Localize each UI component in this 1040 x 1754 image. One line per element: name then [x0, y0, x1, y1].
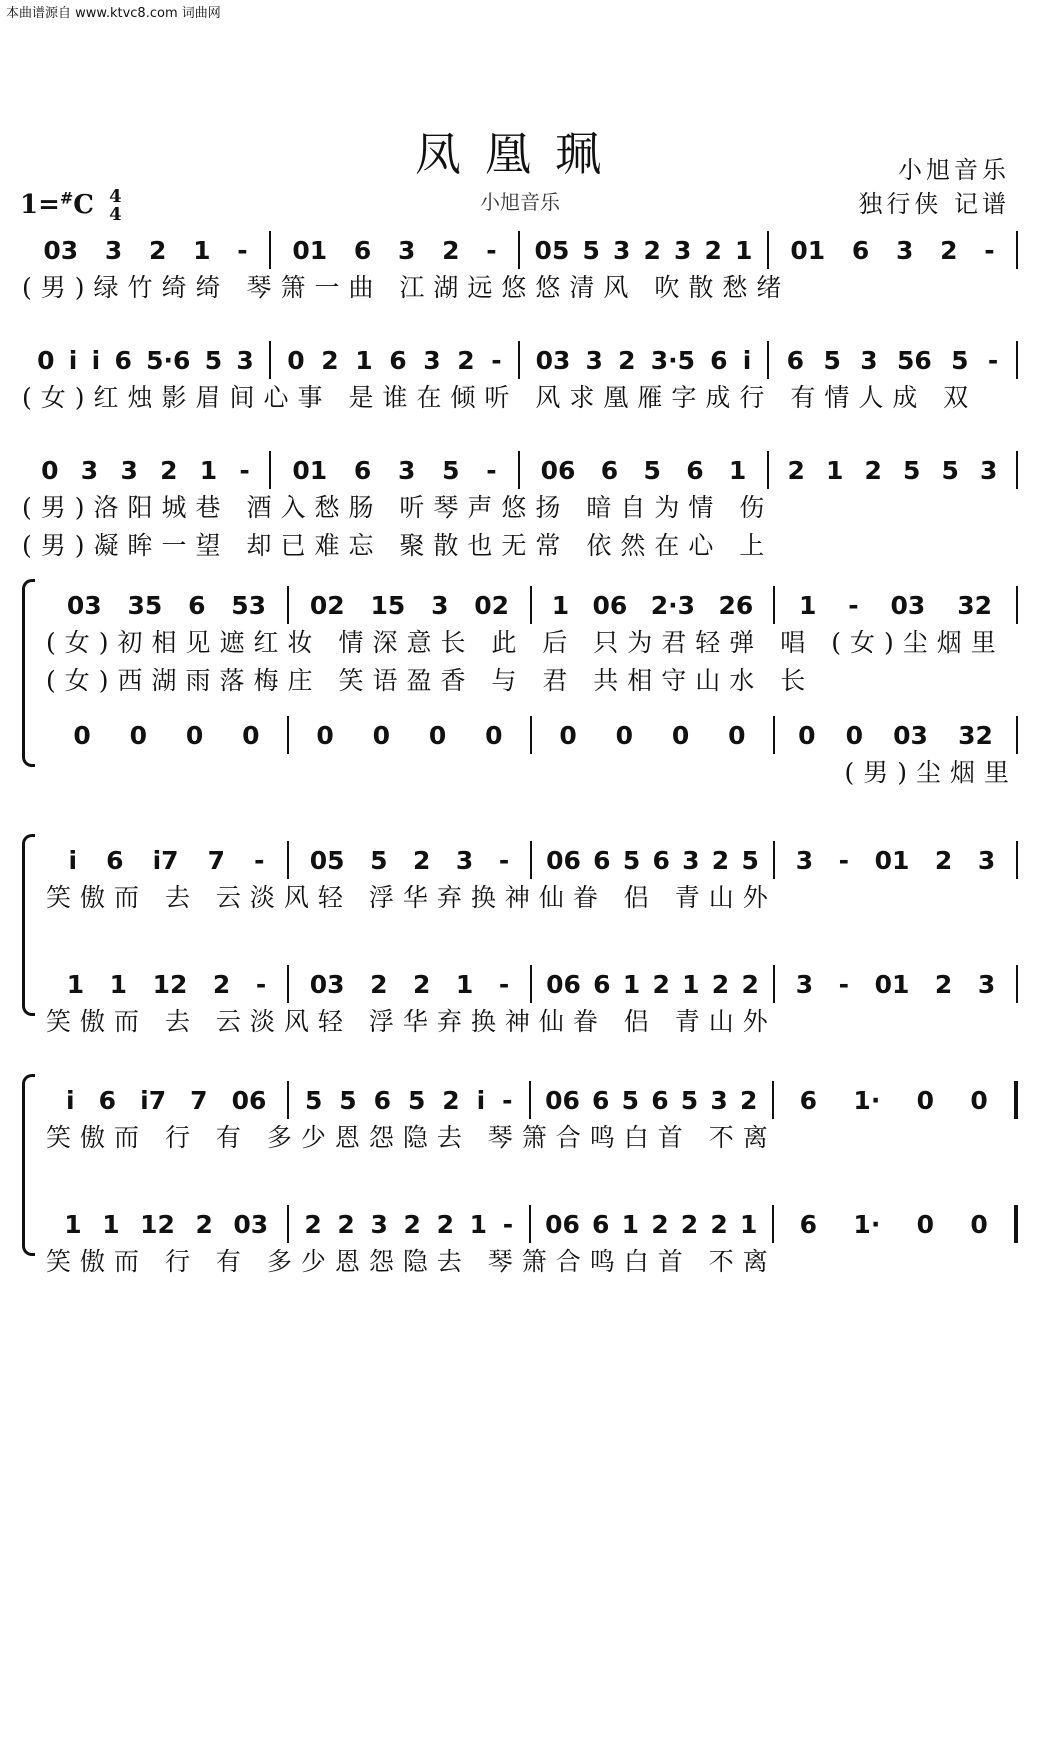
note: 1	[109, 969, 128, 999]
measure	[46, 1204, 287, 1244]
note: 3	[585, 345, 603, 375]
note: 5	[951, 345, 969, 375]
note: 32	[957, 590, 992, 620]
note: 06	[545, 1085, 580, 1115]
note: 2	[436, 1209, 454, 1239]
note: 3	[612, 235, 631, 265]
note: 1	[199, 455, 218, 485]
note: 5	[643, 455, 661, 485]
note: 5	[741, 845, 759, 875]
lyric-line: (男)洛阳城巷 酒入愁肠 听琴声悠扬 暗自为情 伤	[22, 493, 774, 522]
note: 05	[534, 235, 570, 265]
measure	[532, 585, 773, 625]
note: 6	[651, 1085, 669, 1115]
note: 1	[355, 345, 373, 375]
note: 06	[231, 1085, 267, 1115]
note: 02	[474, 590, 510, 620]
measure	[46, 840, 287, 880]
note: 1	[102, 1209, 120, 1239]
measure	[774, 1204, 1015, 1244]
measure	[289, 715, 530, 755]
note: 01	[292, 235, 328, 265]
note: 3	[896, 235, 914, 265]
note: 3	[370, 1209, 388, 1239]
note: 5	[370, 845, 388, 875]
note: 2	[195, 1209, 213, 1239]
note: 3	[674, 235, 692, 265]
note: 6	[686, 455, 704, 485]
note: 0	[970, 1085, 988, 1115]
watermark-text: 本曲谱源自 www.ktvc8.com 词曲网	[6, 6, 221, 21]
note: 1	[621, 1209, 640, 1239]
note: 2	[457, 345, 475, 375]
note: 1	[469, 1209, 488, 1239]
note: 0	[671, 720, 690, 750]
note: 5	[621, 1085, 640, 1115]
note: 0	[287, 345, 305, 375]
measure	[769, 450, 1016, 490]
notes-line	[46, 840, 1018, 880]
note: 5·6	[146, 345, 191, 375]
lower-notes-line	[46, 964, 1018, 1004]
note: 6	[389, 345, 407, 375]
note: 6	[652, 845, 670, 875]
note: 0	[372, 720, 391, 750]
note: 2	[370, 969, 388, 999]
note: 6	[98, 1085, 117, 1115]
note: 5	[339, 1085, 357, 1115]
note: i7	[140, 1085, 167, 1115]
note: 0	[728, 720, 746, 750]
note: 12	[152, 969, 188, 999]
note: 3	[455, 845, 474, 875]
note: 1	[455, 969, 474, 999]
measure	[289, 840, 530, 880]
note: 2	[711, 969, 730, 999]
note: 1·	[853, 1209, 881, 1239]
note: 0	[242, 720, 260, 750]
note: 06	[592, 590, 628, 620]
measure	[289, 585, 530, 625]
time-bottom: 4	[109, 204, 122, 225]
note: 2	[212, 969, 231, 999]
note: 3	[236, 345, 254, 375]
note: 2	[412, 969, 431, 999]
note: 15	[370, 590, 406, 620]
bar-line	[1016, 716, 1018, 754]
note: 3	[398, 455, 416, 485]
measure	[520, 340, 767, 380]
note: 6	[114, 345, 132, 375]
note: 5	[941, 455, 959, 485]
measure	[775, 715, 1016, 755]
measure	[775, 840, 1016, 880]
note: 0	[970, 1209, 988, 1239]
note: 2	[337, 1209, 355, 1239]
measure	[46, 715, 287, 755]
note: 53	[231, 590, 267, 620]
note: 0	[37, 345, 55, 375]
note: 0	[428, 720, 447, 750]
measure	[774, 1080, 1015, 1120]
note: -	[239, 455, 250, 485]
note: 2	[710, 1209, 728, 1239]
note: 7	[190, 1085, 208, 1115]
note: 6	[851, 235, 870, 265]
note: 0	[185, 720, 204, 750]
note: 03	[890, 590, 926, 620]
note: 0	[316, 720, 334, 750]
note: 5	[304, 1085, 323, 1115]
note: 6	[353, 235, 372, 265]
measure	[271, 450, 518, 490]
note: 12	[140, 1209, 175, 1239]
note: 3	[431, 590, 449, 620]
note: 0	[73, 720, 91, 750]
note: -	[254, 845, 265, 875]
measure	[531, 1080, 772, 1120]
bar-line	[1016, 965, 1018, 1003]
note: 0	[559, 720, 577, 750]
measure	[520, 450, 767, 490]
bar-line	[1016, 841, 1018, 879]
note: 0	[41, 455, 59, 485]
note: 01	[292, 455, 328, 485]
lyric-line: (女)红烛影眉间心事 是谁在倾听 风求凰雁字成行 有情人成 双	[22, 383, 978, 412]
note: 5	[622, 845, 641, 875]
note: 3	[423, 345, 441, 375]
note: 01	[874, 969, 910, 999]
note: 5	[442, 455, 460, 485]
measure	[289, 964, 530, 1004]
note: i	[66, 1085, 75, 1115]
system-brace	[22, 1074, 35, 1256]
bar-line	[1014, 1081, 1018, 1119]
note: 1	[826, 455, 844, 485]
lyric-line: 笑傲而 行 有 多少恩怨隐去 琴箫合鸣白首 不离	[46, 1123, 777, 1152]
lyric-line: 笑傲而 行 有 多少恩怨隐去 琴箫合鸣白首 不离	[46, 1247, 777, 1276]
note: i	[91, 345, 101, 375]
note: -	[486, 455, 497, 485]
note: 5	[903, 455, 921, 485]
note: -	[848, 590, 859, 620]
note: 1	[551, 590, 570, 620]
note: 2	[704, 235, 722, 265]
notes-line	[22, 450, 1018, 490]
measure	[46, 585, 287, 625]
note: 06	[540, 455, 576, 485]
note: 03	[43, 235, 79, 265]
note: 2	[934, 845, 953, 875]
measure	[532, 964, 773, 1004]
note: 0	[916, 1085, 935, 1115]
note: 2	[741, 969, 759, 999]
measure	[22, 230, 269, 270]
note: 01	[790, 235, 826, 265]
note: 32	[958, 720, 993, 750]
measure	[775, 585, 1016, 625]
note: 3	[980, 455, 998, 485]
song-subtitle: 小旭音乐	[480, 190, 560, 214]
measure	[532, 715, 773, 755]
composer-credit: 小旭音乐	[898, 156, 1010, 184]
note: 5	[204, 345, 223, 375]
note: 1	[739, 1209, 758, 1239]
bar-line	[1016, 231, 1018, 269]
time-signature	[109, 188, 122, 224]
note: 1	[682, 969, 700, 999]
note: 2	[711, 845, 730, 875]
note: 2	[442, 1085, 460, 1115]
note: 06	[546, 969, 581, 999]
bar-line	[1016, 341, 1018, 379]
note: -	[237, 235, 248, 265]
note: 2	[618, 345, 636, 375]
measure	[46, 1080, 287, 1120]
lyric-line: 笑傲而 去 云淡风轻 浮华弃换神仙眷 侣 青山外	[46, 1007, 777, 1036]
note: 5	[823, 345, 841, 375]
lyric-line: (男)绿竹绮绮 琴箫一曲 江湖远悠悠清风 吹散愁绪	[22, 273, 791, 302]
note: 35	[127, 590, 163, 620]
note: 03	[893, 720, 928, 750]
note: 2	[934, 969, 953, 999]
note: 5	[407, 1085, 426, 1115]
note: 6	[592, 1209, 610, 1239]
note: 1	[798, 590, 817, 620]
note: 05	[309, 845, 345, 875]
lyric-line: (女)西湖雨落梅庄 笑语盈香 与 君 共相守山水 长	[46, 666, 815, 695]
note: 0	[798, 720, 816, 750]
note: 6	[786, 345, 805, 375]
note: 6	[592, 1085, 610, 1115]
note: 2	[651, 1209, 669, 1239]
note: 0	[485, 720, 503, 750]
note: 03	[66, 590, 102, 620]
note: -	[491, 345, 502, 375]
note: 01	[874, 845, 910, 875]
note: 1	[66, 969, 85, 999]
note: -	[987, 345, 999, 375]
note: 5	[680, 1085, 699, 1115]
note: 6	[799, 1085, 818, 1115]
note: 3	[682, 845, 700, 875]
note: -	[502, 1085, 513, 1115]
note: 2	[149, 235, 167, 265]
note: 1	[622, 969, 641, 999]
note: 2	[412, 845, 431, 875]
note: 2	[739, 1085, 758, 1115]
song-title: 凤凰珮	[415, 127, 625, 181]
note: 2	[787, 455, 805, 485]
lower-notes-line	[46, 715, 1018, 755]
note: 3·5	[650, 345, 695, 375]
note: 2	[160, 455, 178, 485]
notes-line	[46, 1080, 1018, 1120]
note: 3	[398, 235, 416, 265]
note: i	[68, 845, 78, 875]
note: -	[838, 845, 850, 875]
note: 2	[403, 1209, 421, 1239]
time-top: 4	[109, 186, 122, 207]
note: -	[255, 969, 267, 999]
bar-line	[1016, 451, 1018, 489]
note: i	[742, 345, 752, 375]
measure	[769, 230, 1016, 270]
note: 6	[600, 455, 619, 485]
bar-line	[1014, 1205, 1018, 1243]
lyric-line: (男)凝眸一望 却已难忘 聚散也无常 依然在心 上	[22, 531, 774, 560]
note: 6	[373, 1085, 392, 1115]
measure	[532, 840, 773, 880]
note: 5	[582, 235, 600, 265]
note: -	[838, 969, 850, 999]
measure	[22, 450, 269, 490]
measure	[531, 1204, 772, 1244]
note: 0	[916, 1209, 935, 1239]
note: 6	[710, 345, 728, 375]
measure	[769, 340, 1016, 380]
measure	[520, 230, 767, 270]
note: 2	[321, 345, 339, 375]
note: 03	[309, 969, 345, 999]
note: i7	[152, 845, 179, 875]
note: 2	[680, 1209, 699, 1239]
measure	[289, 1204, 530, 1244]
notes-line	[46, 585, 1018, 625]
note: 06	[545, 1209, 580, 1239]
measure	[46, 964, 287, 1004]
measure	[271, 230, 518, 270]
note: 1	[735, 235, 753, 265]
note: 6	[593, 969, 611, 999]
note: 2	[864, 455, 882, 485]
note: 0	[845, 720, 864, 750]
note: -	[984, 235, 995, 265]
note: i	[68, 345, 78, 375]
note: 2·3	[650, 590, 696, 620]
notes-line	[22, 340, 1018, 380]
note: 6	[353, 455, 372, 485]
note: 3	[977, 845, 996, 875]
bar-line	[1016, 586, 1018, 624]
measure	[22, 340, 269, 380]
note: i	[476, 1085, 486, 1115]
notes-line	[22, 230, 1018, 270]
note: 6	[593, 845, 611, 875]
key-signature	[20, 188, 122, 224]
note: 3	[80, 455, 99, 485]
note: -	[502, 1209, 514, 1239]
system-brace	[22, 579, 35, 767]
note: 2	[643, 235, 661, 265]
key-prefix: 1=	[20, 190, 60, 220]
note: 3	[120, 455, 138, 485]
note: 6	[106, 845, 124, 875]
transcriber-credit: 独行侠 记谱	[858, 190, 1010, 218]
note: 1	[64, 1209, 82, 1239]
note: -	[498, 845, 510, 875]
note: 1	[728, 455, 747, 485]
key-tonic: C	[73, 190, 94, 220]
note: 3	[104, 235, 123, 265]
system-brace	[22, 834, 35, 1016]
note: 6	[188, 590, 206, 620]
lower-notes-line	[46, 1204, 1018, 1244]
measure	[271, 340, 518, 380]
note: 0	[615, 720, 634, 750]
note: 56	[896, 345, 932, 375]
note: 0	[129, 720, 148, 750]
note: -	[486, 235, 497, 265]
lyric-line: (女)初相见遮红妆 情深意长 此 后 只为君轻弹 唱 (女)尘烟里	[46, 628, 1005, 657]
note: 3	[795, 845, 814, 875]
lyric-line: 笑傲而 去 云淡风轻 浮华弃换神仙眷 侣 青山外	[46, 883, 777, 912]
note: 26	[718, 590, 754, 620]
note: 2	[442, 235, 460, 265]
note: 2	[304, 1209, 322, 1239]
note: 06	[546, 845, 581, 875]
note: -	[498, 969, 510, 999]
note: 03	[535, 345, 571, 375]
note: 7	[207, 845, 226, 875]
note: 02	[309, 590, 345, 620]
note: 1	[193, 235, 211, 265]
measure	[775, 964, 1016, 1004]
note: 1·	[853, 1085, 881, 1115]
note: 03	[233, 1209, 269, 1239]
note: 2	[652, 969, 670, 999]
note: 3	[860, 345, 878, 375]
measure	[289, 1080, 530, 1120]
key-sharp: #	[59, 188, 74, 208]
note: 3	[710, 1085, 728, 1115]
lyric-line: (男)尘烟里	[844, 758, 1018, 787]
note: 3	[795, 969, 814, 999]
note: 2	[940, 235, 958, 265]
note: 6	[799, 1209, 818, 1239]
note: 3	[977, 969, 996, 999]
